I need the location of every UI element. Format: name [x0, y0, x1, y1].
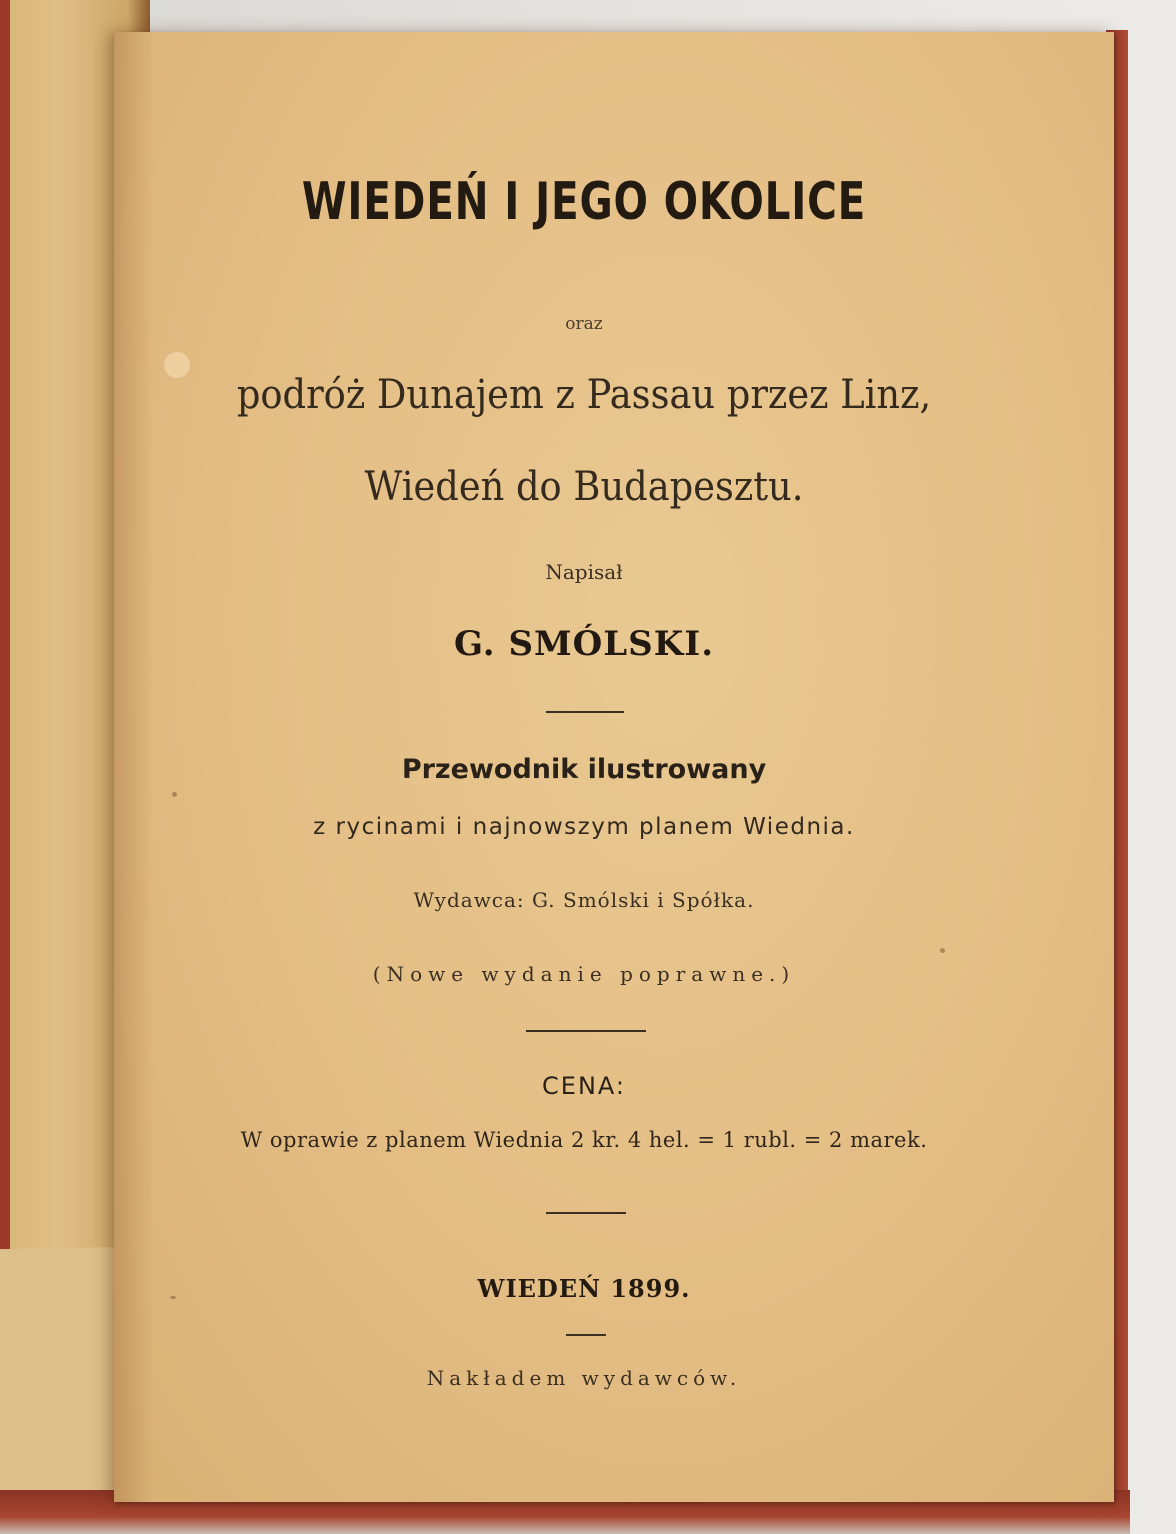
divider-rule — [526, 1030, 646, 1032]
paper-speck — [172, 792, 177, 797]
book-title: WIEDEŃ I JEGO OKOLICE — [301, 172, 867, 232]
place-and-year: WIEDEŃ 1899. — [477, 1274, 691, 1303]
conjunction-text: oraz — [565, 314, 603, 334]
imprint-line: Nakładem wydawców. — [426, 1366, 742, 1390]
subtitle-line-2: Wiedeń do Budapesztu. — [364, 464, 804, 510]
guide-title: Przewodnik ilustrowany — [401, 754, 767, 785]
divider-rule — [566, 1334, 606, 1336]
publisher-line: Wydawca: G. Smólski i Spółka. — [413, 888, 755, 912]
paper-stain — [164, 352, 190, 378]
price-text: W oprawie z planem Wiednia 2 kr. 4 hel. = 1 rubl. = 2 marek. — [240, 1128, 928, 1152]
edition-note: (Nowe wydanie poprawne.) — [372, 962, 796, 986]
divider-rule — [546, 711, 624, 713]
price-label: CENA: — [542, 1072, 626, 1100]
paper-speck — [170, 1296, 176, 1299]
author-name: G. SMÓLSKI. — [453, 624, 715, 664]
title-page — [114, 32, 1114, 1502]
written-by-label: Napisał — [545, 560, 623, 584]
guide-subtitle: z rycinami i najnowszym planem Wiednia. — [313, 814, 855, 840]
divider-rule — [546, 1212, 626, 1214]
subtitle-line-1: podróż Dunajem z Passau przez Linz, — [236, 372, 932, 418]
paper-speck — [940, 948, 945, 953]
